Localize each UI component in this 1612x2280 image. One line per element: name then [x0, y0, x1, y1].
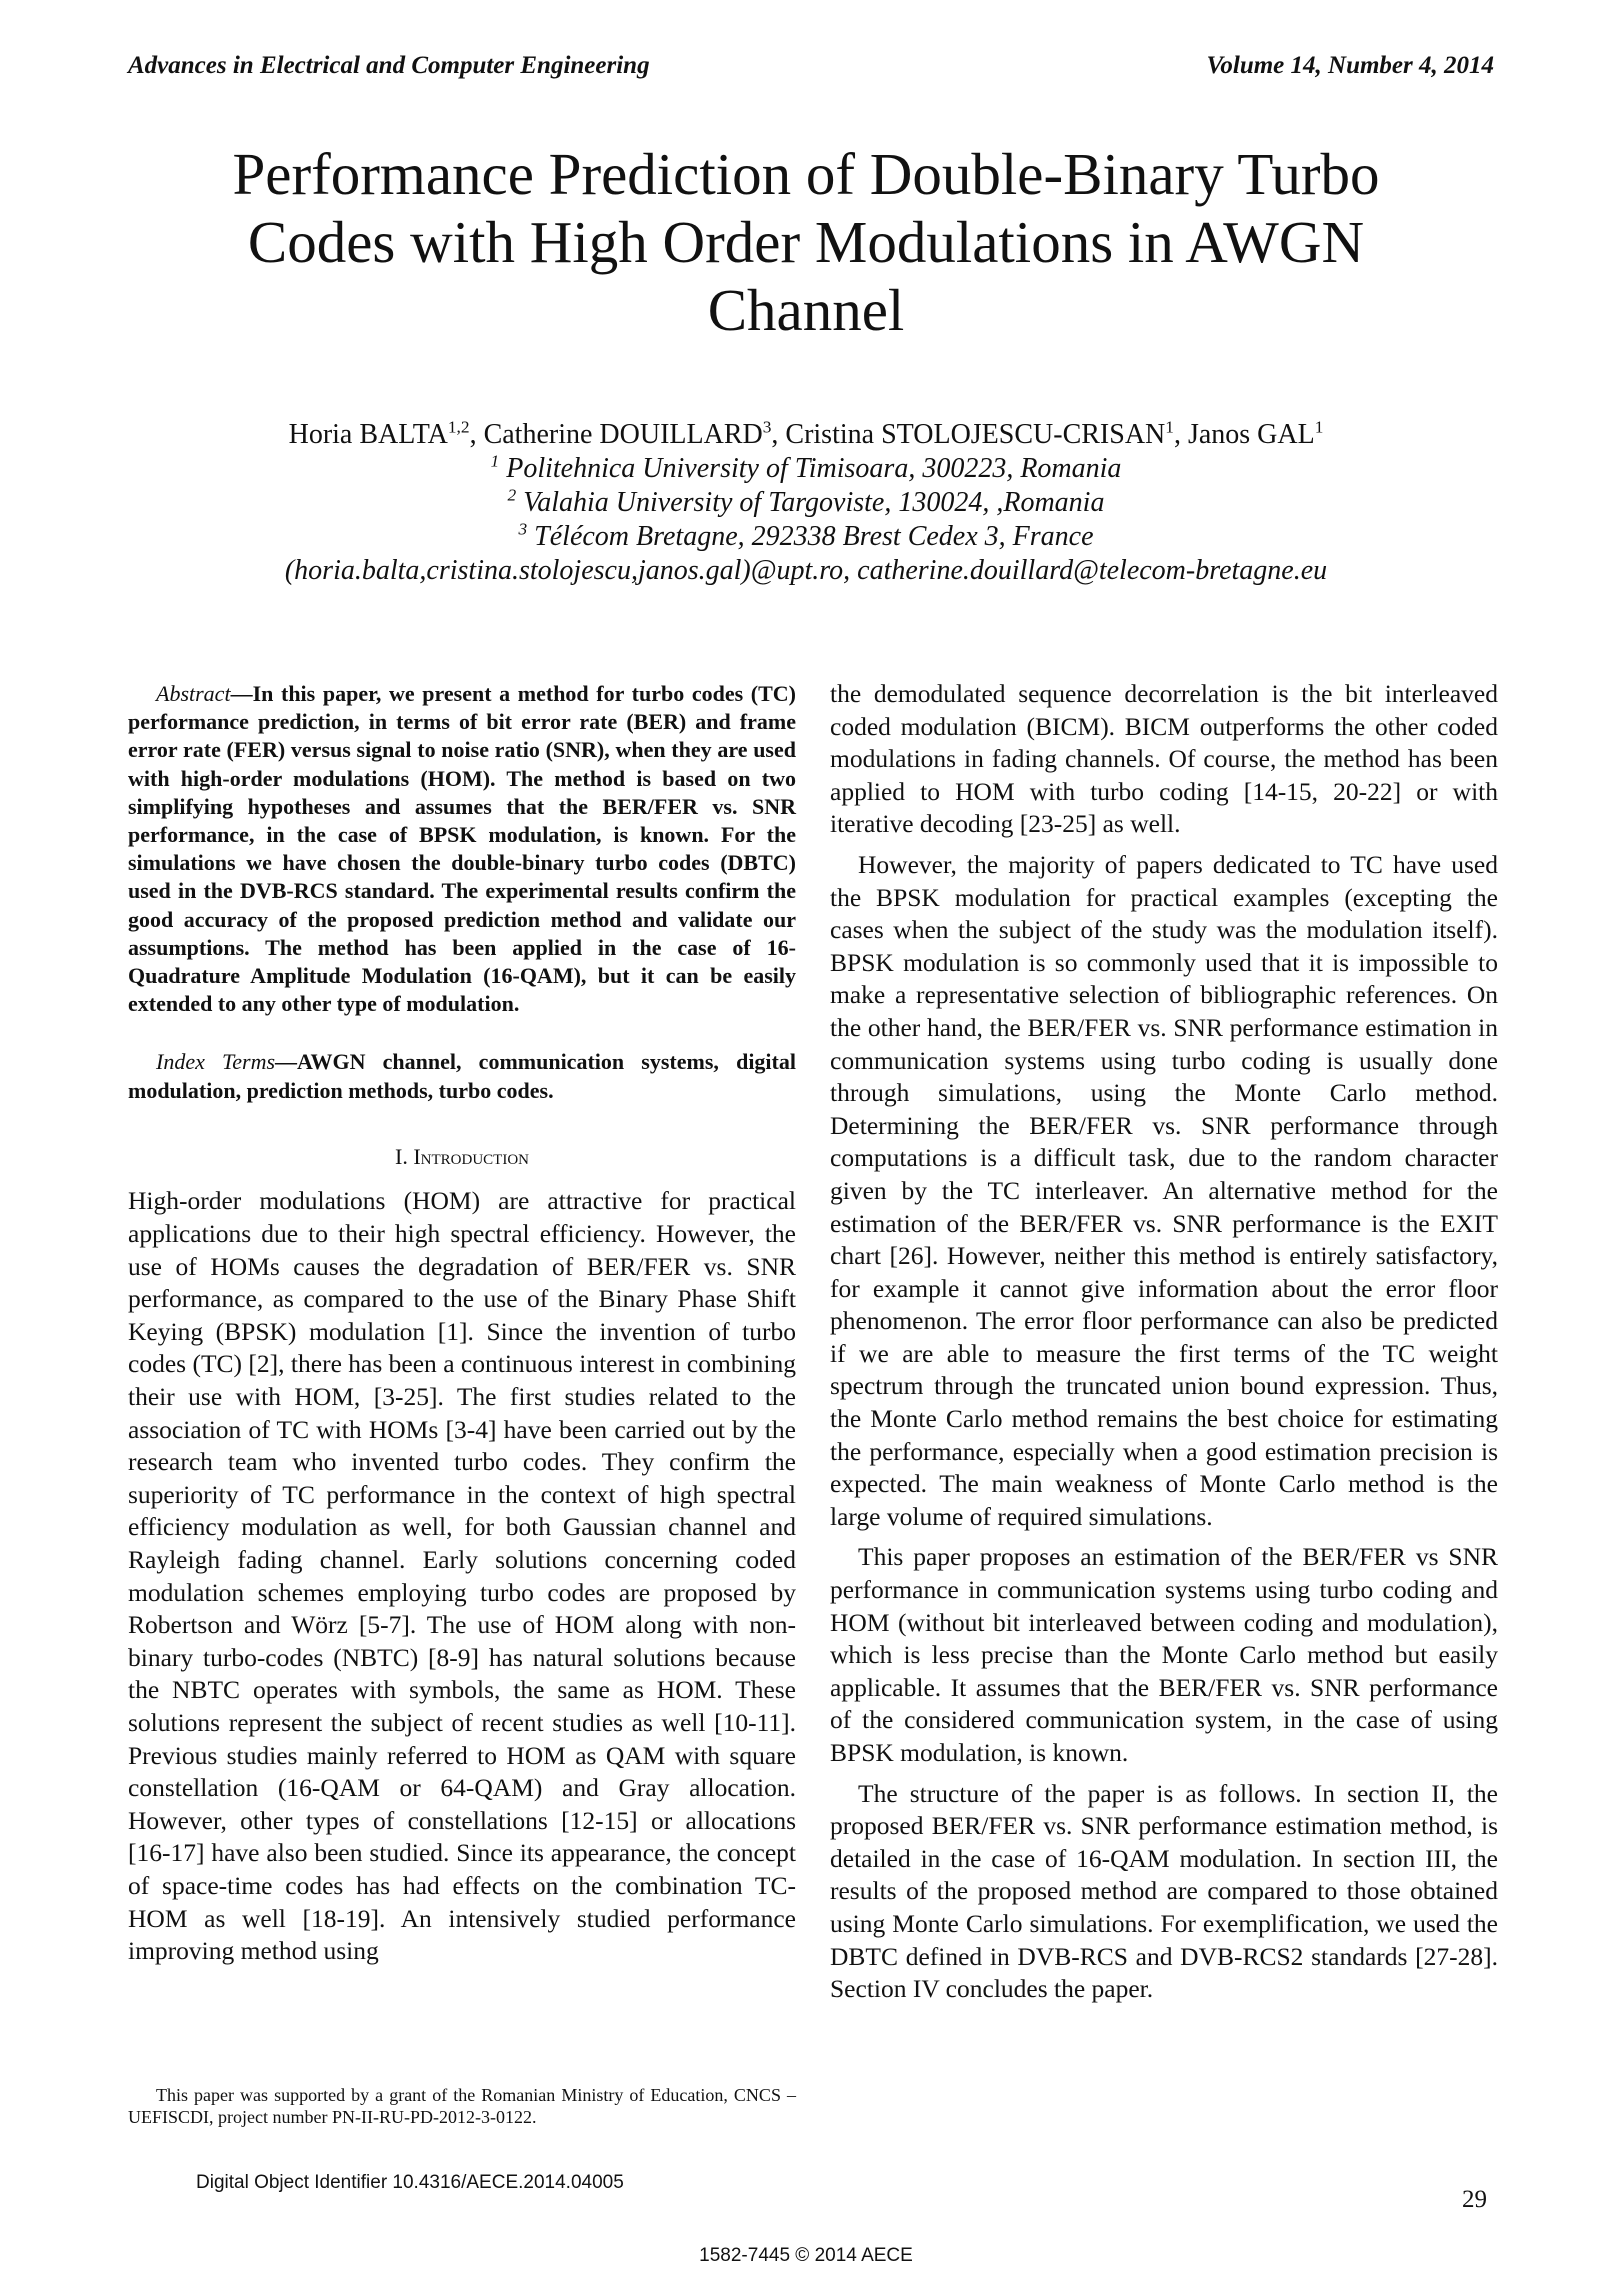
affiliation: $^3$ Télécom Bretagne, 292338 Brest Cedex 3, France	[518, 519, 1094, 552]
affiliation: $^2$ Valahia University of Targoviste, 130024, ,Romania	[507, 485, 1105, 518]
issn-footer: 1582-7445 © 2014 AECE	[699, 2245, 913, 2266]
paper-title	[120, 140, 1492, 344]
author-affiliation-mark: 1,2	[447, 417, 470, 437]
abstract: Abstract—In this paper, we present a method for turbo codes (TC) performance prediction, in terms of bit error rate (BER) and frame error rate (FER) versus signal to noise ratio (SNR), when they are used with high-order modulations (HOM). The method is based on two simplifying hypotheses and assumes that the BER/FER vs. SNR performance, in the case of BPSK modulation, is known. For the simulations we have chosen the double-binary turbo codes (DBTC) used in the DVB-RCS standard. The experimental results confirm the good accuracy of the proposed prediction method and validate our assumptions. The method has been applied in the case of 16-Quadrature Amplitude Modulation (16-QAM), but it can be easily extended to any other type of modulation.	[128, 681, 796, 1017]
author-name: Catherine DOUILLARD	[483, 419, 763, 450]
left-column	[128, 678, 796, 1968]
running-header	[128, 52, 1494, 80]
author-emails: (horia.balta,cristina.stolojescu,janos.gal)@upt.ro, catherine.douillard@telecom-bretagne.eu	[284, 555, 1328, 586]
author-name: Horia BALTA	[288, 419, 448, 450]
title-line-2: Codes with High Order Modulations in AWGN	[247, 209, 1365, 275]
body-paragraph: The structure of the paper is as follows. In section II, the proposed BER/FER vs. SNR performance estimation method, is detailed in the case of 16-QAM modulation. In section III, the results of the proposed method are compared to those obtained using Monte Carlo simulations. For exemplification, we used the DBTC defined in DVB-RCS and DVB-RCS2 standards [27-28]. Section IV concludes the paper.	[830, 1778, 1498, 2004]
index-terms-text: AWGN channel, communication systems, digital modulation, prediction methods, turbo codes.	[128, 1049, 796, 1103]
section-heading: I. Introduction	[395, 1143, 529, 1169]
author-name: Cristina STOLOJESCU-CRISAN	[785, 419, 1166, 450]
title-line-3: Channel	[707, 277, 905, 343]
author-name: Janos GAL	[1187, 419, 1315, 450]
journal-name: Advances in Electrical and Computer Engineering	[128, 52, 650, 79]
volume-info: Volume 14, Number 4, 2014	[1206, 52, 1494, 79]
author-list: Horia BALTA$^{1,2}$, Catherine DOUILLARD$^3$, Cristina STOLOJESCU-CRISAN$^1$, Janos GAL$^1$	[288, 417, 1324, 450]
affiliation: $^1$ Politehnica University of Timisoara, 300223, Romania	[490, 451, 1122, 484]
right-column	[830, 678, 1498, 2006]
index-terms: Index Terms—AWGN channel, communication systems, digital modulation, prediction methods, turbo codes.	[128, 1049, 796, 1103]
doi: Digital Object Identifier 10.4316/AECE.2014.04005	[196, 2172, 624, 2193]
body-paragraph: High-order modulations (HOM) are attractive for practical applications due to their high spectral efficiency. However, the use of HOMs causes the degradation of BER/FER vs. SNR performance, as compared to the use of the Binary Phase Shift Keying (BPSK) modulation [1]. Since the invention of turbo codes (TC) [2], there has been a continuous interest in combining their use with HOM, [3-25]. The first studies related to the association of TC with HOMs [3-4] have been carried out by the research team who invented turbo codes. They confirm the superiority of TC performance in the context of high spectral efficiency modulation as well, for both Gaussian channel and Rayleigh fading channel. Early solutions concerning coded modulation schemes employing turbo codes are proposed by Robertson and Wörz [5-7]. The use of HOM along with non-binary turbo-codes (NBTC) [8-9] has natural solutions because the NBTC operates with symbols, the same as HOM. These solutions represent the subject of recent studies as well [10-11]. Previous studies mainly referred to HOM as QAM with square constellation (16-QAM or 64-QAM) and Gray allocation. However, other types of constellations [12-15] or allocations [16-17] have also been studied. Since its appearance, the concept of space-time codes has had effects on the combination TC-HOM as well [18-19]. An intensively studied performance improving method using	[128, 1186, 796, 1966]
page-number: 29	[1462, 2186, 1487, 2213]
body-paragraph: However, the majority of papers dedicated to TC have used the BPSK modulation for practical examples (excepting the cases when the subject of the study was the modulation itself). BPSK modulation is so commonly used that it is impossible to make a representative selection of bibliographic references. On the other hand, the BER/FER vs. SNR performance estimation in communication systems using turbo coding is usually done through simulations, using the Monte Carlo method. Determining the BER/FER vs. SNR performance through computations is a difficult task, due to the random character given by the TC interleaver. An alternative method for the estimation of the BER/FER vs. SNR performance is the EXIT chart [26]. However, neither this method is entirely satisfactory, for example it cannot give information about the error floor phenomenon. The error floor performance can also be predicted if we are able to measure the first terms of the TC weight spectrum through the truncated union bound expression. Thus, the Monte Carlo method remains the best choice for estimating the performance, especially when a good estimation precision is expected. The main weakness of Monte Carlo method is the large volume of required simulations.	[830, 849, 1498, 1531]
author-affiliation-mark: 1	[1165, 417, 1174, 437]
title-line-1: Performance Prediction of Double-Binary Turbo	[232, 141, 1380, 207]
author-affiliation-mark: 1	[1314, 417, 1324, 437]
author-affiliation-mark: 3	[762, 417, 772, 437]
body-paragraph: the demodulated sequence decorrelation is the bit interleaved coded modulation (BICM). BICM outperforms the other coded modulations in fading channels. Of course, the method has been applied to HOM with turbo coding [14-15, 20-22] or with iterative decoding [23-25] as well.	[830, 679, 1498, 839]
funding-footnote: This paper was supported by a grant of the Romanian Ministry of Education, CNCS – UEFISCDI, project number PN-II-RU-PD-2012-3-0122.	[128, 2085, 796, 2127]
abstract-text: In this paper, we present a method for turbo codes (TC) performance prediction, in terms of bit error rate (BER) and frame error rate (FER) versus signal to noise ratio (SNR), when they are used with high-order modulations (HOM). The method is based on two simplifying hypotheses and assumes that the BER/FER vs. SNR performance, in the case of BPSK modulation, is known. For the simulations we have chosen the double-binary turbo codes (DBTC) used in the DVB-RCS standard. The experimental results confirm the good accuracy of the proposed prediction method and validate our assumptions. The method has been applied in the case of 16-Quadrature Amplitude Modulation (16-QAM), but it can be easily extended to any other type of modulation.	[128, 681, 796, 1017]
body-paragraph: This paper proposes an estimation of the BER/FER vs SNR performance in communication systems using turbo coding and HOM (without bit interleaved between coding and modulation), which is less precise than the Monte Carlo method but easily applicable. It assumes that the BER/FER vs. SNR performance of the considered communication system, in the case of using BPSK modulation, is known.	[830, 1542, 1498, 1767]
author-block	[120, 418, 1492, 588]
